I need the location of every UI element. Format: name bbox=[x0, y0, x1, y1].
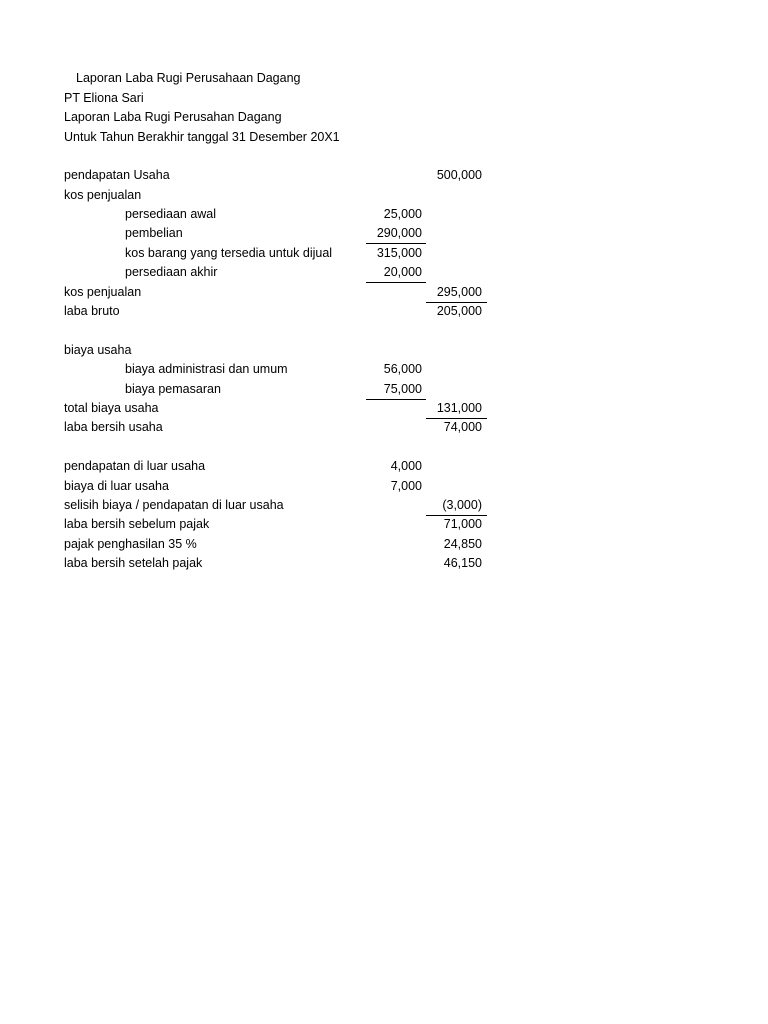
row-total-value: 205,000 bbox=[436, 304, 482, 318]
row-biaya-administrasi bbox=[0, 360, 768, 379]
row-kos-penjualan-header bbox=[0, 186, 768, 205]
report-period: Untuk Tahun Berakhir tanggal 31 Desember 20X1 bbox=[64, 130, 340, 144]
row-biaya-luar-usaha bbox=[0, 477, 768, 496]
row-selisih-luar-usaha bbox=[0, 496, 768, 515]
row-subtotal-value: 56,000 bbox=[383, 362, 422, 376]
row-biaya-usaha-header bbox=[0, 341, 768, 360]
row-pembelian bbox=[0, 224, 768, 243]
row-total-value: 74,000 bbox=[443, 420, 482, 434]
row-kos-penjualan-total bbox=[0, 283, 768, 302]
row-subtotal-value: 290,000 bbox=[376, 226, 422, 240]
row-label: pembelian bbox=[125, 226, 183, 240]
row-subtotal-value: 4,000 bbox=[390, 459, 422, 473]
row-laba-setelah-pajak bbox=[0, 554, 768, 573]
row-label: biaya di luar usaha bbox=[64, 479, 169, 493]
row-subtotal-value: 20,000 bbox=[383, 265, 422, 279]
row-label: total biaya usaha bbox=[64, 401, 159, 415]
row-label: kos barang yang tersedia untuk dijual bbox=[125, 246, 333, 260]
row-kos-barang-tersedia bbox=[0, 244, 768, 263]
report-title: Laporan Laba Rugi Perusahaan Dagang bbox=[76, 71, 301, 85]
row-persediaan-akhir bbox=[0, 263, 768, 282]
row-label: selisih biaya / pendapatan di luar usaha bbox=[64, 498, 284, 512]
row-total-value: 500,000 bbox=[436, 168, 482, 182]
row-subtotal-value: 75,000 bbox=[383, 382, 422, 396]
row-label: kos penjualan bbox=[64, 188, 142, 202]
row-pajak-penghasilan bbox=[0, 535, 768, 554]
row-label: laba bersih sebelum pajak bbox=[64, 517, 210, 531]
row-label: kos penjualan bbox=[64, 285, 142, 299]
row-label: pajak penghasilan 35 % bbox=[64, 537, 197, 551]
row-total-value: 295,000 bbox=[436, 285, 482, 299]
row-label: pendapatan Usaha bbox=[64, 168, 170, 182]
row-laba-sebelum-pajak bbox=[0, 515, 768, 534]
row-pendapatan-usaha bbox=[0, 166, 768, 185]
row-label: biaya administrasi dan umum bbox=[125, 362, 288, 376]
row-label: pendapatan di luar usaha bbox=[64, 459, 206, 473]
report-subtitle: Laporan Laba Rugi Perusahan Dagang bbox=[64, 110, 282, 124]
row-persediaan-awal bbox=[0, 205, 768, 224]
row-label: laba bersih setelah pajak bbox=[64, 556, 203, 570]
row-laba-bruto bbox=[0, 302, 768, 321]
row-label: biaya usaha bbox=[64, 343, 132, 357]
row-total-value: 71,000 bbox=[443, 517, 482, 531]
row-label: laba bersih usaha bbox=[64, 420, 163, 434]
row-pendapatan-luar-usaha bbox=[0, 457, 768, 476]
row-subtotal-value: 315,000 bbox=[376, 246, 422, 260]
row-label: biaya pemasaran bbox=[125, 382, 221, 396]
row-label: laba bruto bbox=[64, 304, 120, 318]
company-name: PT Eliona Sari bbox=[64, 91, 144, 105]
row-laba-bersih-usaha bbox=[0, 418, 768, 437]
row-subtotal-value: 7,000 bbox=[390, 479, 422, 493]
row-biaya-pemasaran bbox=[0, 380, 768, 399]
row-total-value: 131,000 bbox=[436, 401, 482, 415]
row-total-value: (3,000) bbox=[442, 498, 482, 512]
row-total-biaya-usaha bbox=[0, 399, 768, 418]
row-total-value: 46,150 bbox=[443, 556, 482, 570]
row-label: persediaan awal bbox=[125, 207, 217, 221]
row-label: persediaan akhir bbox=[125, 265, 218, 279]
row-total-value: 24,850 bbox=[443, 537, 482, 551]
row-subtotal-value: 25,000 bbox=[383, 207, 422, 221]
